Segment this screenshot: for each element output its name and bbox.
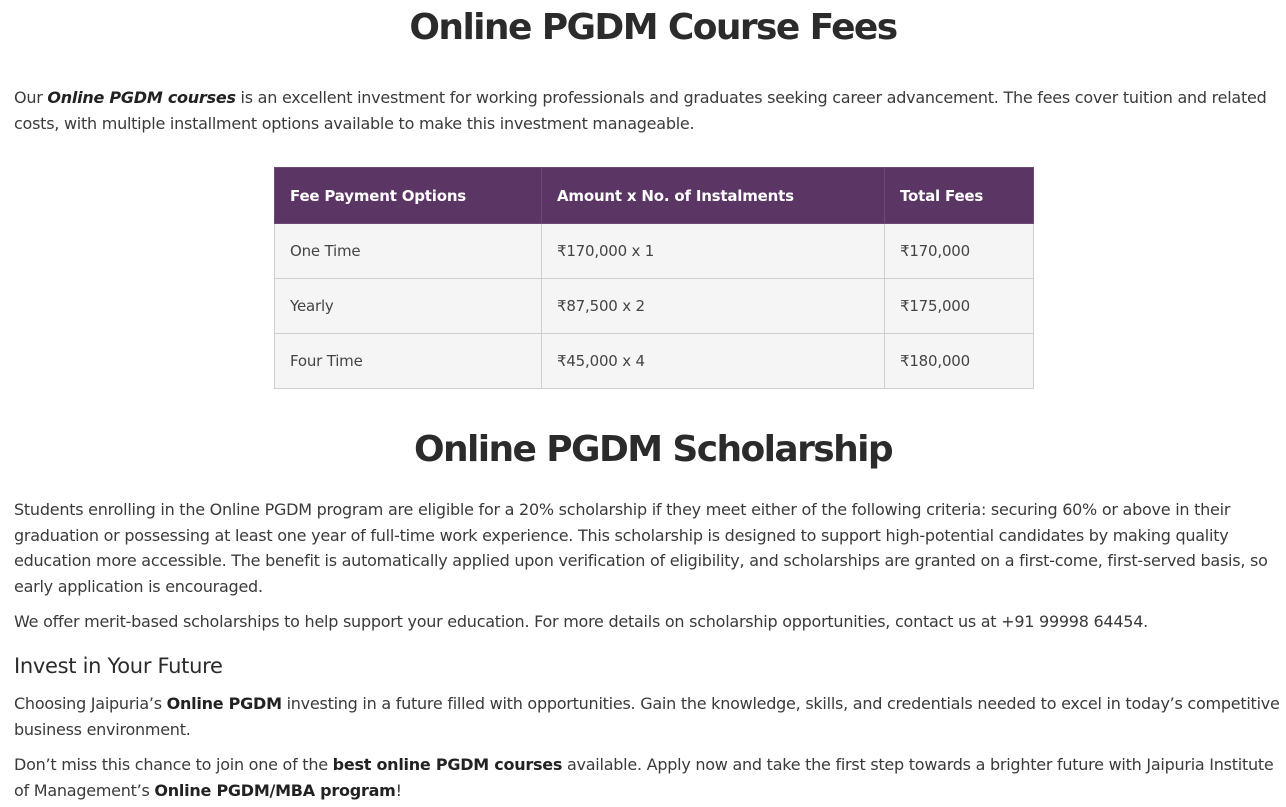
table-row bbox=[275, 224, 1034, 279]
scholarship-title: Online PGDM Scholarship bbox=[413, 429, 893, 470]
invest-heading: Invest in Your Future bbox=[14, 654, 223, 678]
payment-option-cell: Yearly bbox=[275, 279, 542, 334]
scholarship-paragraph-1: Students enrolling in the Online PGDM program are eligible for a 20% scholarship if they meet either of the following criteria: securing 60% or above in their graduation or possessing at least one year of full-time work experience. This scholarship is designed to support high-potential candidates by making quality education more accessible. The benefit is automatically applied upon verification of eligibility, and scholarships are granted on a first-come, first-served basis, so early application is encouraged. bbox=[14, 500, 1268, 596]
scholarship-paragraph-2: We offer merit-based scholarships to help support your education. For more details on scholarship opportunities, contact us at +91 99998 64454. bbox=[14, 612, 1148, 631]
header-total-fees: Total Fees bbox=[885, 168, 1034, 224]
intro-text-end: is an excellent investment for working professionals and graduates seeking career advancement. The fees cover tuition and related costs, with multiple installment options available to make this investment manageable. bbox=[14, 88, 1267, 133]
table-row bbox=[275, 334, 1034, 389]
invest-paragraph-2 bbox=[14, 752, 1280, 803]
amount-cell: ₹45,000 x 4 bbox=[542, 334, 885, 389]
invest-p2-bold-program: Online PGDM/MBA program bbox=[154, 780, 396, 800]
fees-intro-paragraph bbox=[14, 85, 1280, 136]
invest-p1-start: Choosing Jaipuria’s bbox=[14, 694, 167, 713]
payment-option-cell: One Time bbox=[275, 224, 542, 279]
fees-table bbox=[274, 167, 1034, 389]
header-amount-instalments: Amount x No. of Instalments bbox=[542, 168, 885, 224]
invest-p2-start: Don’t miss this chance to join one of the bbox=[14, 755, 333, 774]
invest-paragraph-1 bbox=[14, 691, 1280, 742]
invest-p1-end: investing in a future filled with opportunities. Gain the knowledge, skills, and credentials needed to excel in today’s competitive business environment. bbox=[14, 694, 1280, 739]
invest-p2-end: ! bbox=[395, 780, 402, 800]
table-header-row bbox=[275, 168, 1034, 224]
fees-title: Online PGDM Course Fees bbox=[409, 7, 897, 48]
total-cell: ₹170,000 bbox=[885, 224, 1034, 279]
intro-emphasis: Online PGDM courses bbox=[47, 88, 236, 107]
invest-p2-bold-courses: best online PGDM courses bbox=[332, 755, 563, 774]
amount-cell: ₹170,000 x 1 bbox=[542, 224, 885, 279]
header-payment-options: Fee Payment Options bbox=[275, 168, 542, 224]
invest-p1-bold: Online PGDM bbox=[166, 694, 282, 713]
table-row bbox=[275, 279, 1034, 334]
amount-cell: ₹87,500 x 2 bbox=[542, 279, 885, 334]
total-cell: ₹175,000 bbox=[885, 279, 1034, 334]
total-cell: ₹180,000 bbox=[885, 334, 1034, 389]
invest-p2-middle: available. Apply now and take the first step towards a brighter future with Jaipuria Institute of Management’s bbox=[14, 755, 1274, 800]
intro-text-start: Our bbox=[14, 88, 48, 107]
payment-option-cell: Four Time bbox=[275, 334, 542, 389]
